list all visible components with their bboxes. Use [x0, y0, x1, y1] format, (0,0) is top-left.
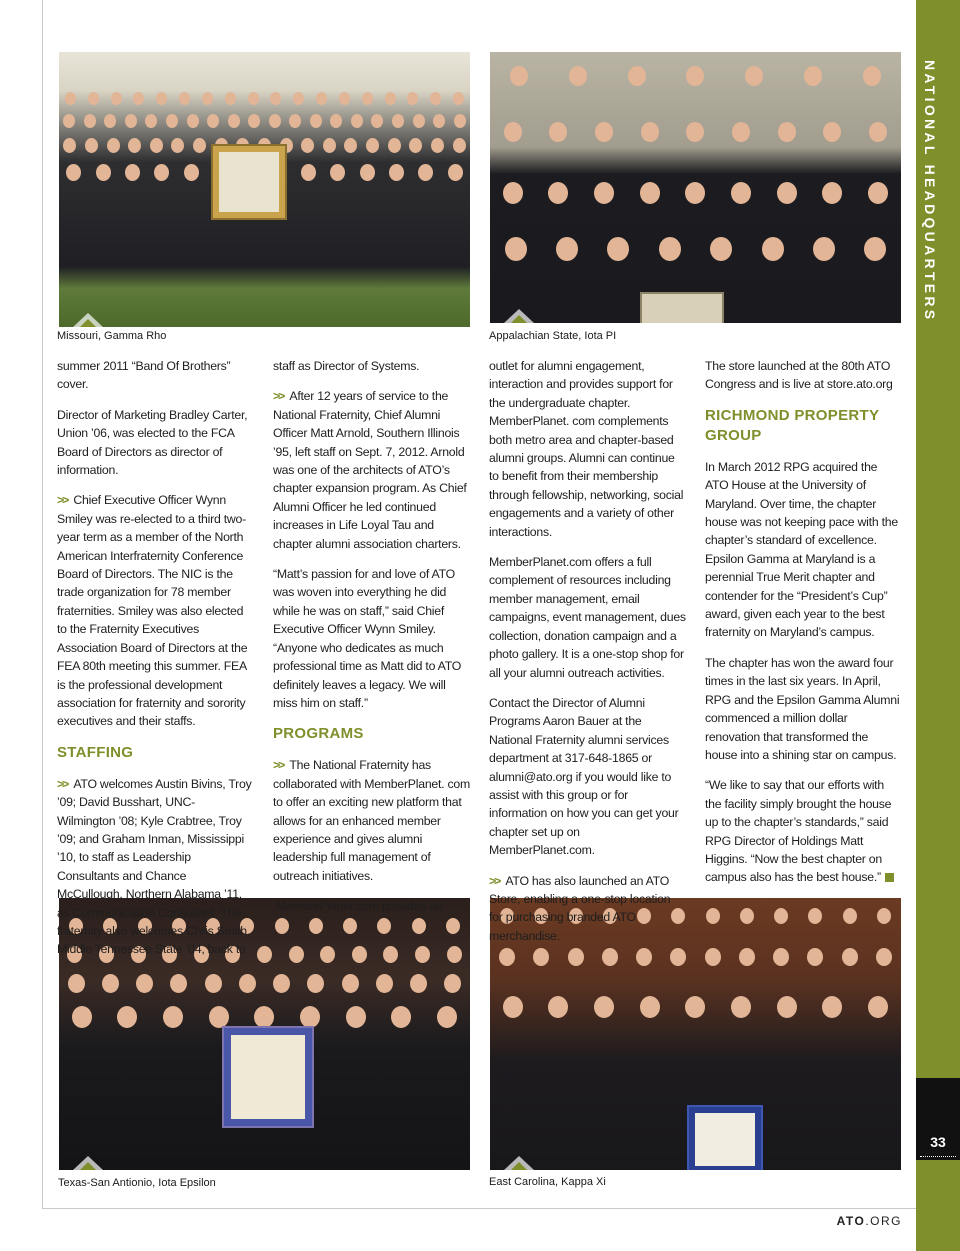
photo-person-head — [863, 66, 881, 86]
photo-person-head — [96, 164, 111, 181]
double-chevron-icon: >> — [489, 873, 500, 888]
photo-person-head — [594, 182, 614, 204]
section-heading-programs: PROGRAMS — [273, 725, 364, 743]
double-chevron-icon: >> — [273, 758, 284, 773]
photo-person-head — [111, 92, 122, 105]
caption-texas-san-antonio: Texas-San Antionio, Iota Epsilon — [58, 1177, 216, 1189]
photo-crowd-row — [490, 237, 901, 261]
end-mark-icon — [885, 873, 894, 882]
paragraph: >> The National Fraternity has collaborated with MemberPlanet. com to offer an exciting new platform that allows for an enhanced member experience and gives alumni leadership full management of outreach initiatives. — [273, 758, 470, 883]
paragraph: summer 2011 “Band Of Brothers” cover. — [57, 359, 231, 392]
photo-person-head — [823, 122, 841, 142]
photo-person-head — [228, 114, 240, 128]
photo-person-head — [569, 66, 587, 86]
photo-person-head — [640, 182, 660, 204]
photo-person-head — [307, 974, 324, 993]
photo-person-head — [166, 114, 178, 128]
page-number: 33 — [930, 1134, 946, 1150]
photo-crowd-row — [59, 974, 470, 993]
photo-person-head — [125, 114, 137, 128]
photo-person-head — [293, 92, 304, 105]
photo-person-head — [607, 237, 629, 261]
photo-person-head — [868, 996, 888, 1018]
photo-person-head — [503, 996, 523, 1018]
photo-person-head — [430, 92, 441, 105]
photo-person-head — [383, 946, 398, 963]
photo-person-head — [391, 1006, 411, 1028]
section-title: NATIONAL HEADQUARTERS — [922, 60, 938, 323]
photo-person-head — [72, 1006, 92, 1028]
paragraph: In March 2012 RPG acquired the ATO House at the University of Maryland. Over time, the chapter house was not keeping pace with the chapter’s standard of excellence. Epsilon Gamma at Maryland is a perennial True Merit chapter and contender for the “President’s Cup” award, given each year to the best fraternity on Maryland’s campus. — [705, 459, 898, 640]
photo-person-head — [595, 122, 613, 142]
photo-person-head — [774, 908, 788, 924]
photo-person-head — [686, 66, 704, 86]
paragraph: Director of Marketing Bradley Carter, Union ’06, was elected to the FCA Board of Directors as director of information. — [57, 407, 248, 478]
photo-crowd-row — [490, 996, 901, 1018]
text-column-2 — [273, 357, 471, 928]
photo-person-head — [868, 182, 888, 204]
photo-person-head — [156, 92, 167, 105]
paragraph: >> ATO welcomes Austin Bivins, Troy ’09; David Busshart, UNC-Wilmington ’08; Kyle Crabtree, Troy ’09; and Graham Inman, Mississippi ’10, to staff as Leadership Consultants and Chance McCullough, Northern Alabama ’11, as Communication Consultant. The fraternity also welcomes Chris Smith, Middle Tennessee State ’04, back to — [57, 776, 252, 957]
photo-person-head — [248, 114, 260, 128]
photo-person-head — [453, 138, 466, 153]
photo-person-head — [869, 122, 887, 142]
photo-person-head — [179, 92, 190, 105]
paragraph: “Matt’s passion for and love of ATO was woven into everything he did while he was on staff,” said Chief Executive Officer Wynn Smiley. “Anyone who dedicates as much professional time as Matt did to ATO definitely leaves a legacy. We will miss him on staff.” — [273, 567, 462, 710]
photo-person-head — [63, 114, 75, 128]
photo-person-head — [710, 237, 732, 261]
photo-person-head — [254, 1006, 274, 1028]
photo-person-head — [437, 1006, 457, 1028]
caption-appalachian: Appalachian State, Iota PI — [489, 330, 617, 342]
photo-person-head — [807, 948, 823, 966]
photo-person-head — [376, 974, 393, 993]
photo-person-head — [193, 138, 206, 153]
photo-person-head — [628, 66, 646, 86]
photo-crowd-row — [59, 114, 470, 128]
photo-person-head — [808, 908, 822, 924]
photo-person-head — [187, 114, 199, 128]
photo-person-head — [410, 974, 427, 993]
photo-person-head — [556, 237, 578, 261]
photo-person-head — [344, 138, 357, 153]
double-chevron-icon: >> — [57, 493, 68, 508]
photo-person-head — [842, 948, 858, 966]
photo-person-head — [323, 138, 336, 153]
text-column-1 — [57, 357, 253, 971]
photo-person-head — [447, 946, 462, 963]
photo-person-head — [503, 182, 523, 204]
ato-logo-icon — [504, 1156, 534, 1170]
photo-person-head — [731, 182, 751, 204]
photo-person-head — [66, 164, 81, 181]
photo-person-head — [107, 138, 120, 153]
paragraph: Contact the Director of Alumni Programs Aaron Bauer at the National Fraternity alumni services department at 317-648-1865 or alumni@ato.org if you would like to assist with this group or for information on how you can get your chapter set up on MemberPlanet.com. — [489, 695, 679, 858]
photo-person-head — [289, 946, 304, 963]
photo-person-head — [732, 122, 750, 142]
photo-person-head — [392, 114, 404, 128]
photo-person-head — [104, 114, 116, 128]
paragraph: staff as Director of Systems. — [273, 359, 420, 373]
photo-person-head — [409, 138, 422, 153]
photo-person-head — [88, 92, 99, 105]
photo-person-head — [207, 114, 219, 128]
photo-person-head — [273, 974, 290, 993]
photo-person-head — [351, 114, 363, 128]
photo-appalachian-state-iota-pi — [490, 52, 901, 323]
photo-person-head — [248, 92, 259, 105]
photo-person-head — [640, 996, 660, 1018]
photo-person-head — [505, 237, 527, 261]
photo-person-head — [418, 164, 433, 181]
photo-crowd-row — [59, 92, 470, 105]
photo-person-head — [685, 996, 705, 1018]
photo-person-head — [154, 164, 169, 181]
double-chevron-icon: >> — [273, 389, 284, 404]
photo-person-head — [773, 948, 789, 966]
paragraph: >> Chief Executive Officer Wynn Smiley was re-elected to a third two-year term as a member of the North American Interfraternity Conference Board of Directors. The NIC is the trade organization for 78 member fraternities. Smiley was also elected to the Fraternity Executives Association Board of Directors at the FEA 80th meeting this summer. FEA is the professional development association for fraternity and sorority executives and their staffs. — [57, 493, 248, 729]
paragraph: “We like to say that our efforts with the facility simply brought the house up to the chapter’s standards,” said RPG Director of Holdings Matt Higgins. “Now the best chapter on campus also has the best house.” — [705, 776, 901, 886]
footer-site — [837, 1214, 902, 1228]
photo-person-head — [548, 996, 568, 1018]
photo-person-head — [549, 122, 567, 142]
photo-person-head — [239, 974, 256, 993]
photo-person-head — [145, 114, 157, 128]
photo-person-head — [740, 908, 754, 924]
photo-person-head — [310, 114, 322, 128]
photo-person-head — [117, 1006, 137, 1028]
photo-person-head — [385, 92, 396, 105]
photo-person-head — [63, 138, 76, 153]
photo-crowd-row — [490, 182, 901, 204]
photo-person-head — [877, 908, 891, 924]
photo-person-head — [330, 164, 345, 181]
photo-person-head — [84, 114, 96, 128]
paragraph: >> ATO has also launched an ATO Store, enabling a one-stop location for purchasing branded ATO merchandise. — [489, 873, 671, 943]
photo-person-head — [433, 114, 445, 128]
photo-crowd-row — [59, 1006, 470, 1028]
photo-person-head — [225, 92, 236, 105]
photo-person-head — [739, 948, 755, 966]
photo-person-head — [659, 237, 681, 261]
ato-logo-icon — [504, 309, 534, 323]
caption-east-carolina: East Carolina, Kappa Xi — [489, 1176, 606, 1188]
photo-person-head — [745, 66, 763, 86]
paragraph: MemberPlanet.com offers a full complement of resources including member management, email campaigns, event management, dues collection, donation campaign and a photo gallery. It is a one-stop shop for all your alumni outreach activities. — [489, 555, 686, 680]
footer-site-rest: .ORG — [865, 1214, 902, 1228]
photo-person-head — [184, 164, 199, 181]
photo-person-head — [813, 237, 835, 261]
paragraph: The store launched at the 80th ATO Congress and is live at store.ato.org — [705, 359, 893, 392]
photo-person-head — [257, 946, 272, 963]
photo-person-head — [133, 92, 144, 105]
photo-person-head — [777, 996, 797, 1018]
paragraph: The chapter has won the award four times in the last six years. In April, RPG and the Epsilon Gamma Alumni commenced a million dollar renovation that transformed the house into a shining star on campus. — [705, 655, 900, 762]
double-chevron-icon: >> — [57, 776, 68, 791]
photo-person-head — [864, 237, 886, 261]
photo-person-head — [209, 1006, 229, 1028]
photo-person-head — [762, 237, 784, 261]
photo-person-head — [85, 138, 98, 153]
photo-person-head — [316, 92, 327, 105]
photo-person-head — [706, 908, 720, 924]
paragraph: MemberPlanet.com provides an — [276, 899, 443, 914]
text-column-3 — [489, 357, 686, 957]
paragraph: outlet for alumni engagement, interaction and provides support for the undergraduate chapter. MemberPlanet. com complements both metro area and chapter-based alumni groups. Alumni can continue to benefit from their membership through fellowship, networking, social engagements and a variety of other interactions. — [489, 359, 684, 539]
photo-person-head — [389, 164, 404, 181]
photo-person-head — [843, 908, 857, 924]
photo-crowd-row — [490, 122, 901, 142]
photo-person-head — [163, 1006, 183, 1028]
photo-person-head — [388, 138, 401, 153]
photo-person-head — [269, 114, 281, 128]
photo-person-head — [371, 114, 383, 128]
photo-person-head — [360, 164, 375, 181]
photo-person-head — [510, 66, 528, 86]
photo-person-head — [171, 138, 184, 153]
photo-person-head — [444, 974, 461, 993]
photo-person-head — [170, 974, 187, 993]
photo-person-head — [804, 66, 822, 86]
ato-logo-icon — [73, 313, 103, 327]
photo-person-head — [415, 946, 430, 963]
text-column-4 — [705, 357, 901, 899]
photo-person-head — [202, 92, 213, 105]
photo-person-head — [686, 122, 704, 142]
paragraph: >> After 12 years of service to the National Fraternity, Chief Alumni Officer Matt Arnold, Southern Illinois ’95, left staff on Sept. 7, 2012. Arnold was one of the architects of ATO’s chapter expansion program. As Chief Alumni Officer he led continued increases in Life Loyal Tau and chapter alumni association charters. — [273, 389, 467, 551]
photo-missouri-gamma-rho — [59, 52, 470, 327]
photo-person-head — [301, 138, 314, 153]
footer-site-bold: ATO — [836, 1214, 866, 1228]
photo-person-head — [594, 996, 614, 1018]
photo-person-head — [128, 138, 141, 153]
photo-person-head — [346, 1006, 366, 1028]
caption-missouri: Missouri, Gamma Rho — [57, 330, 167, 342]
photo-person-head — [548, 182, 568, 204]
photo-person-head — [270, 92, 281, 105]
page-number-rule — [920, 1156, 956, 1157]
photo-person-head — [431, 138, 444, 153]
photo-person-head — [731, 996, 751, 1018]
photo-person-head — [300, 1006, 320, 1028]
ato-logo-icon — [73, 1156, 103, 1170]
photo-person-head — [413, 114, 425, 128]
photo-person-head — [366, 138, 379, 153]
photo-person-head — [778, 122, 796, 142]
photo-person-head — [685, 182, 705, 204]
photo-person-head — [102, 974, 119, 993]
photo-person-head — [342, 974, 359, 993]
photo-person-head — [136, 974, 153, 993]
photo-person-head — [822, 996, 842, 1018]
photo-person-head — [65, 92, 76, 105]
photo-person-head — [362, 92, 373, 105]
photo-person-head — [352, 946, 367, 963]
photo-person-head — [448, 164, 463, 181]
photo-person-head — [453, 92, 464, 105]
photo-person-head — [504, 122, 522, 142]
photo-person-head — [454, 114, 466, 128]
photo-person-head — [301, 164, 316, 181]
section-heading-richmond-property-group: RICHMOND PROPERTY GROUP — [705, 406, 880, 444]
photo-person-head — [68, 974, 85, 993]
photo-person-head — [289, 114, 301, 128]
photo-person-head — [339, 92, 350, 105]
photo-person-head — [705, 948, 721, 966]
photo-person-head — [125, 164, 140, 181]
photo-person-head — [205, 974, 222, 993]
photo-person-head — [320, 946, 335, 963]
photo-person-head — [330, 114, 342, 128]
photo-crowd-row — [490, 66, 901, 86]
photo-person-head — [150, 138, 163, 153]
photo-person-head — [777, 182, 797, 204]
photo-person-head — [407, 92, 418, 105]
photo-person-head — [876, 948, 892, 966]
photo-person-head — [641, 122, 659, 142]
section-heading-staffing: STAFFING — [57, 743, 134, 761]
photo-person-head — [822, 182, 842, 204]
